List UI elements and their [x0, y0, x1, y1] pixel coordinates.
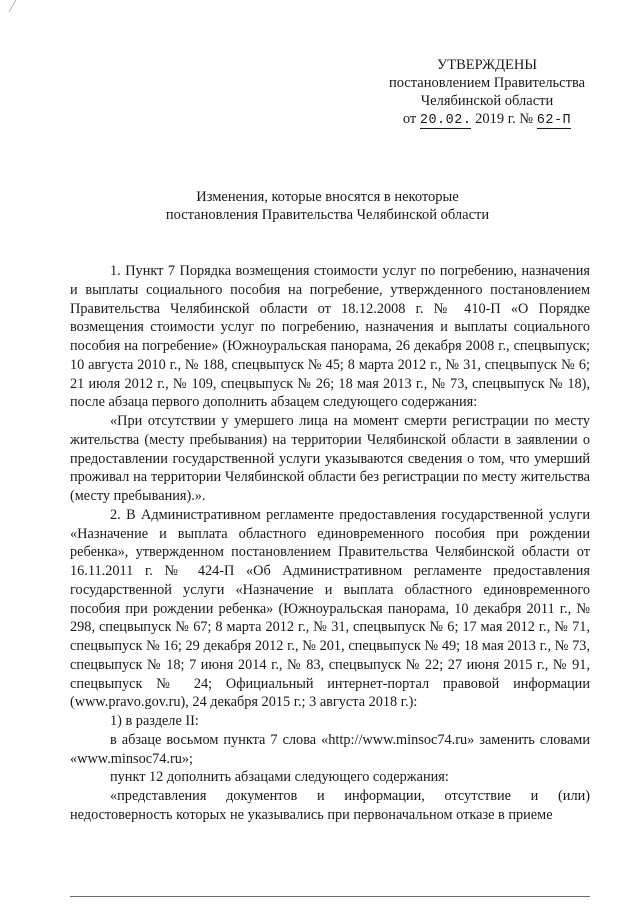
paragraph-replace: в абзаце восьмом пункта 7 слова «http://www.minsoc74.ru» заменить словами «www.minsoc74.ru»;	[70, 731, 590, 767]
paragraph-2: 2. В Административном регламенте предоставления государственной услуги «Назначение и выплата областного единовременного пособия при рождении ребенка», утвержденном постановлением Правительства Челябинской области от 16.11.2011 г. № 424-П «Об Административном регламенте предоставления государственной услуги «Назначение и выплата областного единовременного пособия при рождении ребенка» (Южноуральская панорама, 10 декабря 2011 г., № 298, спецвыпуск № 67; 8 марта 2012 г., № 31, спецвыпуск № 6; 17 мая 2012 г., № 71, спецвыпуск № 16; 29 декабря 2012 г., № 201, спецвыпуск № 49; 18 мая 2013 г., № 73, спецвыпуск № 18; 7 июня 2014 г., № 83, спецвыпуск № 22; 27 июня 2015 г., № 91, спецвыпуск № 24; Официальный интернет-портал правовой информации (www.pravo.gov.ru), 24 декабря 2015 г.; 3 августа 2018 г.):	[70, 506, 590, 711]
paragraph-quote: «При отсутствии у умершего лица на момент смерти регистрации по месту жительства (месту пребывания) на территории Челябинской области в заявлении о предоставлении государственной услуги указываются сведения о том, что умерший проживал на территории Челябинской области без регистрации по месту жительства (месту пребывания).».	[70, 413, 590, 504]
approval-line-2: Челябинской области	[420, 93, 554, 109]
scan-corner-mark	[0, 0, 16, 12]
bottom-rule	[70, 896, 590, 897]
approval-year: 2019 г. №	[475, 111, 534, 127]
approval-date: 20.02.	[419, 113, 472, 128]
approval-block	[372, 56, 602, 130]
paragraph-1: 1. Пункт 7 Порядка возмещения стоимости услуг по погребению, назначения и выплаты социального пособия на погребение, утвержденного постановлением Правительства Челябинской области от 18.12.2008 г. № 410-П «О Порядке возмещения стоимости услуг по погребению, назначения и выплаты социального пособия на погребение» (Южноуральская панорама, 26 декабря 2008 г., спецвыпуск; 10 августа 2010 г., № 188, спецвыпуск № 45; 8 марта 2012 г., № 31, спецвыпуск № 6; 21 июля 2012 г., № 109, спецвыпуск № 26; 18 мая 2013 г., № 73, спецвыпуск № 18), после абзаца первого дополнить абзацем следующего содержания:	[70, 263, 590, 411]
document-body	[70, 262, 590, 825]
title-line-1: Изменения, которые вносятся в некоторые	[196, 189, 459, 205]
document-title	[90, 188, 565, 224]
title-line-2: постановления Правительства Челябинской области	[165, 207, 490, 223]
paragraph-subsection: 1) в разделе II:	[110, 713, 199, 729]
approval-prefix: от	[402, 111, 417, 127]
paragraph-point-12: пункт 12 дополнить абзацами следующего содержания:	[110, 769, 449, 786]
approval-line-1: постановлением Правительства	[388, 75, 586, 91]
paragraph-addition: «представления документов и информации, отсутствие и (или) недостоверность которых не указывались при первоначальном отказе в приеме	[70, 788, 590, 823]
approval-number: 62-П	[536, 113, 572, 128]
approval-date-line	[372, 110, 602, 130]
approval-heading: УТВЕРЖДЕНЫ	[436, 57, 538, 73]
